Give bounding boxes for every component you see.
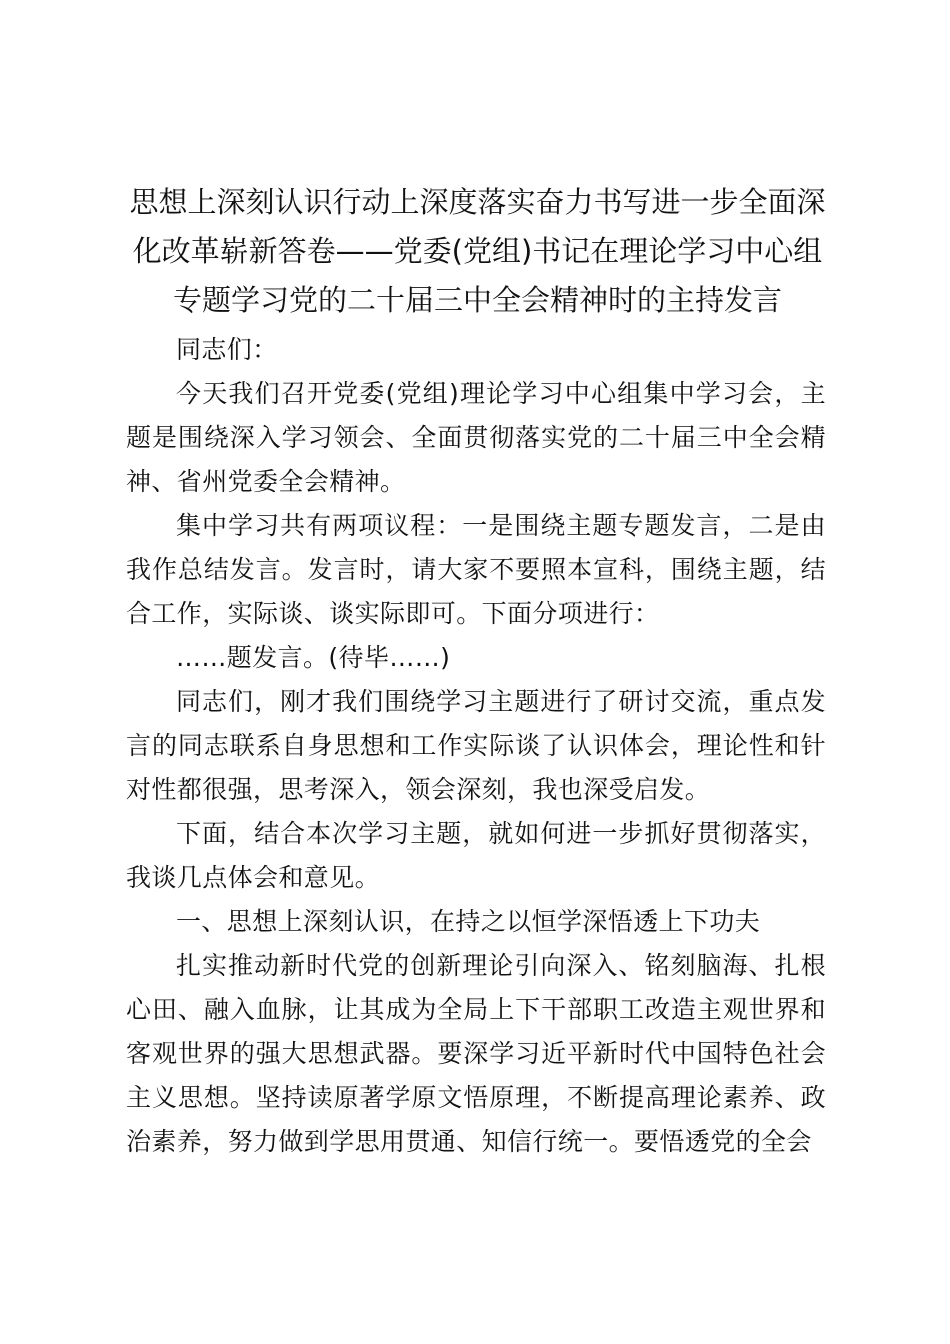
title-line-2: 化改革崭新答卷——党委(党组)书记在理论学习中心组 — [132, 234, 823, 268]
paragraph-intro: 今天我们召开党委(党组)理论学习中心组集中学习会，主题是围绕深入学习领会、全面贯彻落实党的二十届三中全会精神、省州党委全会精神。 — [126, 379, 826, 496]
paragraph-summary: 同志们，刚才我们围绕学习主题进行了研讨交流，重点发言的同志联系自身思想和工作实际谈了认识体会，理论性和针对性都很强，思考深入，领会深刻，我也深受启发。 — [126, 687, 826, 804]
title-line-3: 专题学习党的二十届三中全会精神时的主持发言 — [172, 283, 782, 317]
paragraph-pending: ……题发言。(待毕……) — [176, 643, 451, 672]
paragraph-section-1: 扎实推动新时代党的创新理论引向深入、铭刻脑海、扎根心田、融入血脉，让其成为全局上下干部职工改造主观世界和客观世界的强大思想武器。要深学习近平新时代中国特色社会主义思想。坚持读原著学原文悟原理，不断提高理论素养、政治素养，努力做到学思用贯通、知信行统一。要悟透党的全会 — [126, 951, 826, 1156]
paragraph-agenda: 集中学习共有两项议程：一是围绕主题专题发言，二是由我作总结发言。发言时，请大家不要照本宣科，围绕主题，结合工作，实际谈、谈实际即可。下面分项进行： — [126, 511, 826, 628]
title-line-1: 思想上深刻认识行动上深度落实奋力书写进一步全面深 — [129, 185, 826, 219]
paragraph-transition: 下面，结合本次学习主题，就如何进一步抓好贯彻落实，我谈几点体会和意见。 — [126, 819, 826, 892]
document-body — [126, 328, 826, 1164]
salutation: 同志们： — [176, 335, 278, 364]
section-heading-1: 一、思想上深刻认识，在持之以恒学深悟透上下功夫 — [176, 907, 761, 936]
document-title — [120, 178, 835, 325]
